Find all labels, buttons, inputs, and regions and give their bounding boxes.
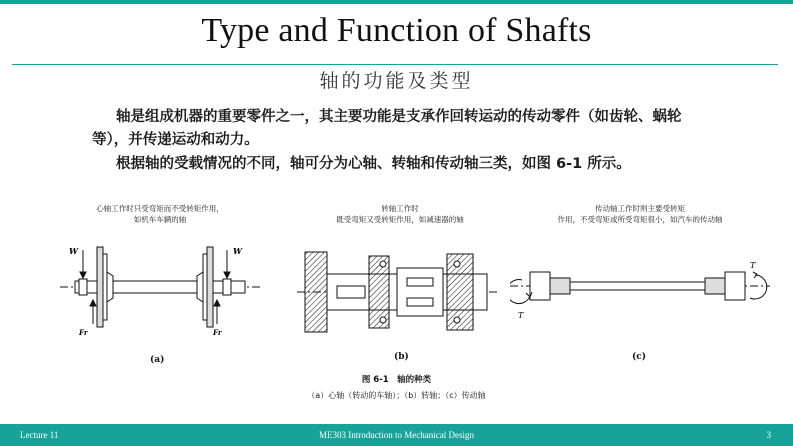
panel-c-caption — [525, 203, 755, 225]
panel-b-label: (b) — [394, 352, 409, 362]
footer-page-number: 3 — [766, 430, 771, 440]
slide-subtitle: 轴的功能及类型 — [319, 70, 474, 92]
panel-a-label: (a) — [150, 355, 165, 365]
panel-c-caption-line2: 作用，不受弯矩或所受弯矩很小，如汽车的传动轴 — [557, 215, 723, 224]
rotating-shaft-diagram — [297, 234, 497, 344]
slide-title: Type and Function of Shafts — [201, 12, 592, 49]
force-w-right-label: W — [233, 246, 242, 256]
footer-lecture: Lecture 11 — [20, 430, 59, 440]
force-fr-left-label: Fr — [79, 328, 88, 337]
title-divider — [12, 64, 778, 65]
panel-c-label: (c) — [632, 352, 646, 362]
force-w-left-label: W — [69, 246, 78, 256]
top-accent-bar — [0, 0, 793, 4]
footer-course: ME303 Introduction to Mechanical Design — [319, 430, 474, 440]
body-text — [92, 106, 702, 176]
panel-a-caption-line1: 心轴工作时只受弯矩而不受转矩作用， — [96, 204, 224, 213]
panel-c-caption-line1: 传动轴工作时则主要受转矩 — [595, 204, 685, 213]
axle-diagram — [55, 232, 265, 350]
panel-b-caption-line1: 转轴工作时 — [381, 204, 419, 213]
figure-note: （a）心轴（转动的车轴）；（b）转轴；（c）传动轴 — [307, 391, 486, 400]
panel-b-caption — [300, 203, 500, 225]
figure-title: 图 6-1 轴的种类 — [361, 375, 432, 385]
force-fr-right-label: Fr — [213, 328, 222, 337]
panel-a-caption-line2: 如机车车辆的轴 — [133, 215, 187, 224]
paragraph-types: 根据轴的受载情况的不同，轴可分为心轴、转轴和传动轴三类，如图 6-1 所示。 — [116, 156, 631, 172]
paragraph-function: 轴是组成机器的重要零件之一，其主要功能是支承作回转运动的传动零件（如齿轮、蜗轮等），并传递运动和动力。 — [92, 109, 682, 148]
panel-a-caption — [70, 203, 250, 225]
torque-left-label: T — [518, 311, 524, 320]
panel-b-caption-line2: 既受弯矩又受转矩作用，如减速器的轴 — [336, 215, 464, 224]
footer-bar — [0, 424, 793, 446]
torque-right-label: T — [750, 261, 756, 270]
transmission-shaft-diagram — [510, 240, 770, 330]
